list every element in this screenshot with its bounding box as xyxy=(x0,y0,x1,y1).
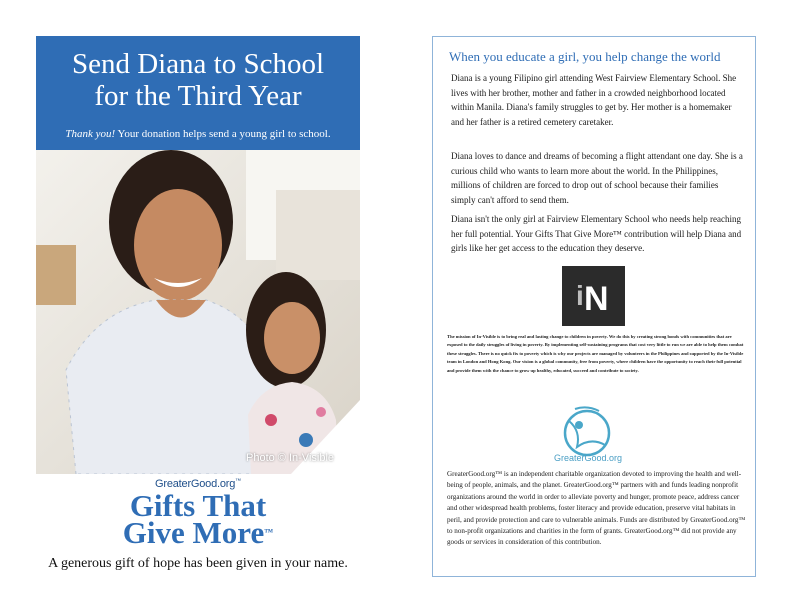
greatergood-logo-text: GreaterGood.org xyxy=(553,453,623,463)
photo-credit: Photo © In-Visible xyxy=(246,452,335,464)
gifts-line-2: Give More xyxy=(122,515,265,550)
in-visible-mission: The mission of In-Visible is to bring real and lasting change to children in poverty. We do this by creating strong bonds with communities that are exposed to the daily struggles of living in poverty. By implementing self-sustaining programs that cost very little to run we are able to help them combat these struggles. There is no quick fix to poverty which is why our projects are managed by volunteers in the Philippines and supported by the In-Visible team in London and Hong Kong. Our vision is a global community, free from poverty, where children have the opportunity to reach their full potential and provide them with the chance to grow up healthy, educated, succeed and contribute to society. xyxy=(447,334,744,373)
title-banner xyxy=(36,36,360,150)
back-heading: When you educate a girl, you help change the world xyxy=(449,49,721,64)
front-card xyxy=(36,36,360,580)
card-title xyxy=(36,48,360,112)
greatergood-description: GreaterGood.org™ is an independent charitable organization devoted to improving the health and well-being of people, animals, and the planet. GreaterGood.org™ partners with and funds leading nonprofit organizations around the world in order to alleviate poverty and hunger, promote peace, address cancer and other widespread health problems, foster literacy and provide education, preserve vital habitats in peril, and provide protection and care to vulnerable animals. Funds are distributed by GreaterGood.org™ to non-profit organizations and charities in the form of grants. GreaterGood.org™ did not provide any goods or services in consideration of this contribution. xyxy=(447,470,746,547)
back-card xyxy=(432,36,756,577)
in-visible-logo xyxy=(562,266,625,326)
gifts-line-1: Gifts That xyxy=(129,488,267,523)
subtitle-text: Your donation helps send a young girl to school. xyxy=(115,128,331,140)
title-line-1: Send Diana to School xyxy=(71,48,325,80)
tm-mark: ™ xyxy=(235,478,241,485)
greatergood-wordmark-text: GreaterGood.org xyxy=(155,478,236,490)
in-logo-i: i xyxy=(576,280,584,311)
banner-subtitle xyxy=(36,128,360,140)
story-paragraph-2: Diana loves to dance and dreams of becoming a flight attendant one day. She is a curious child who wants to learn more about the world. In the Philippines, millions of children are forced to drop out of school because their families simply can't afford to send them. xyxy=(451,151,743,205)
thank-you-text: Thank you! xyxy=(65,128,116,140)
photo-mother-and-daughter xyxy=(36,150,360,474)
gifts-tm-mark: ™ xyxy=(264,527,274,537)
story-paragraph-1: Diana is a young Filipino girl attending West Fairview Elementary School. She lives with her brother, mother and father in a crowded neighborhood located within Manila. Diana's family struggles to get by. Her mother is a homemaker and her father is a retired cemetery caretaker. xyxy=(451,73,737,127)
story-paragraph-3: Diana isn't the only girl at Fairview Elementary School who needs help reaching her full potential. Your Gifts That Give More™ contribution will help Diana and girls like her get access to the education they deserve. xyxy=(451,214,742,253)
title-line-2: for the Third Year xyxy=(94,80,302,112)
gifts-that-give-more-logo xyxy=(36,488,360,550)
in-logo-n: N xyxy=(584,280,609,318)
tagline: A generous gift of hope has been given in your name. xyxy=(48,556,348,571)
photo-illustration xyxy=(36,150,360,474)
